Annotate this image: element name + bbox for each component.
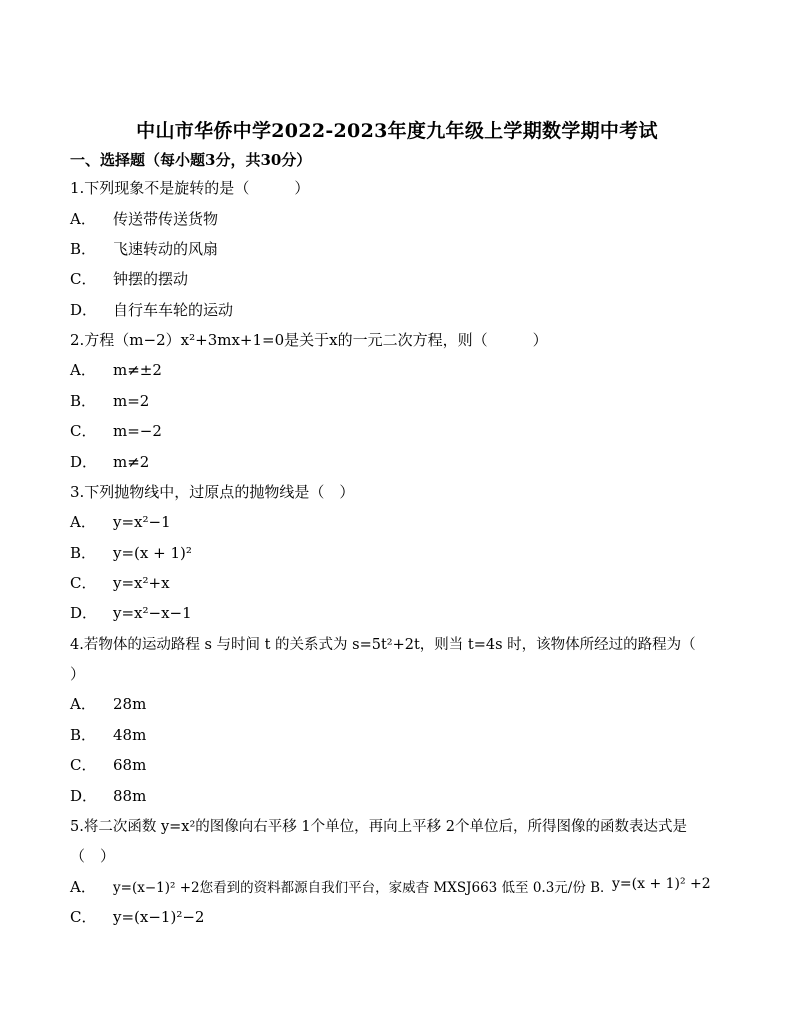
option-text: m=−2 — [113, 422, 162, 440]
option-text: 钟摆的摆动 — [113, 270, 189, 288]
option-text: m≠2 — [113, 453, 150, 471]
question-3-stem: 3.下列抛物线中，过原点的抛物线是（ ） — [70, 483, 355, 501]
option-letter: C． — [70, 422, 97, 440]
question-2-stem: 2.方程（m−2）x²+3mx+1=0是关于x的一元二次方程，则（ ） — [70, 331, 548, 349]
question-3-option-a — [70, 511, 171, 532]
option-text: y=(x−1)² +2您看到的资料都源自我们平台，家威杳 MXSJ663 低至 0.3元/份 B． — [113, 880, 614, 896]
question-4-option-d — [70, 785, 146, 806]
option-letter: A． — [70, 695, 96, 713]
option-text: y=(x−1)²−2 — [113, 908, 205, 926]
question-5-stem: 5.将二次函数 y=x²的图像向右平移 1个单位，再向上平移 2个单位后，所得图像的函数表达式是 — [70, 819, 687, 835]
option-text: m≠±2 — [113, 361, 162, 379]
question-2-option-b — [70, 390, 149, 411]
option-text: 自行车车轮的运动 — [113, 301, 234, 319]
option-text: y=x²−x−1 — [113, 604, 192, 622]
option-letter: C． — [70, 908, 97, 926]
option-letter: C． — [70, 756, 97, 774]
question-5-option-b: y=(x + 1)² +2 — [612, 876, 711, 892]
exam-title: 中山市华侨中学2022-2023年度九年级上学期数学期中考试 — [136, 120, 658, 142]
option-text: 48m — [113, 726, 147, 744]
option-text: 28m — [113, 695, 147, 713]
option-text: 飞速转动的风扇 — [113, 240, 219, 258]
option-letter: C． — [70, 574, 97, 592]
option-letter: B． — [70, 240, 97, 258]
question-4-option-c — [70, 754, 146, 775]
section-heading: 一、选择题（每小题3分，共30分） — [70, 151, 312, 169]
option-text: m=2 — [113, 392, 150, 410]
question-5-stem-continuation: （ ） — [70, 847, 116, 865]
option-letter: B． — [70, 544, 97, 562]
question-4-stem-continuation: ） — [70, 665, 86, 683]
question-1-option-d — [70, 299, 233, 320]
question-2-option-d — [70, 451, 149, 472]
option-letter: B． — [70, 726, 97, 744]
question-2-option-a — [70, 359, 162, 380]
question-4-stem: 4.若物体的运动路程 s 与时间 t 的关系式为 s=5t²+2t，则当 t=4s 时，该物体所经过的路程为（ — [70, 637, 696, 653]
question-1-option-b — [70, 238, 218, 259]
question-3-option-b — [70, 542, 192, 563]
question-3-option-c — [70, 572, 170, 593]
option-text: 传送带传送货物 — [113, 210, 219, 228]
option-letter: D． — [70, 453, 98, 471]
option-letter: C． — [70, 270, 97, 288]
option-letter: A． — [70, 361, 96, 379]
option-letter: D． — [70, 604, 98, 622]
question-2-option-c — [70, 420, 162, 441]
option-letter: B． — [70, 392, 97, 410]
question-4-option-a — [70, 693, 146, 714]
question-1-stem: 1.下列现象不是旋转的是（ ） — [70, 179, 310, 197]
option-text: y=x²+x — [113, 574, 170, 592]
option-letter: A． — [70, 878, 96, 896]
question-4-option-b — [70, 724, 146, 745]
option-text: y=(x + 1)² — [113, 544, 192, 562]
question-1-option-a — [70, 208, 218, 229]
option-text: 68m — [113, 756, 147, 774]
option-text: y=x²−1 — [113, 513, 171, 531]
option-letter: A． — [70, 210, 96, 228]
option-letter: D． — [70, 787, 98, 805]
question-5-option-a — [70, 876, 614, 897]
option-text: 88m — [113, 787, 147, 805]
option-letter: A． — [70, 513, 96, 531]
option-letter: D． — [70, 301, 98, 319]
question-5-option-c — [70, 906, 204, 927]
question-3-option-d — [70, 602, 192, 623]
question-1-option-c — [70, 268, 188, 289]
